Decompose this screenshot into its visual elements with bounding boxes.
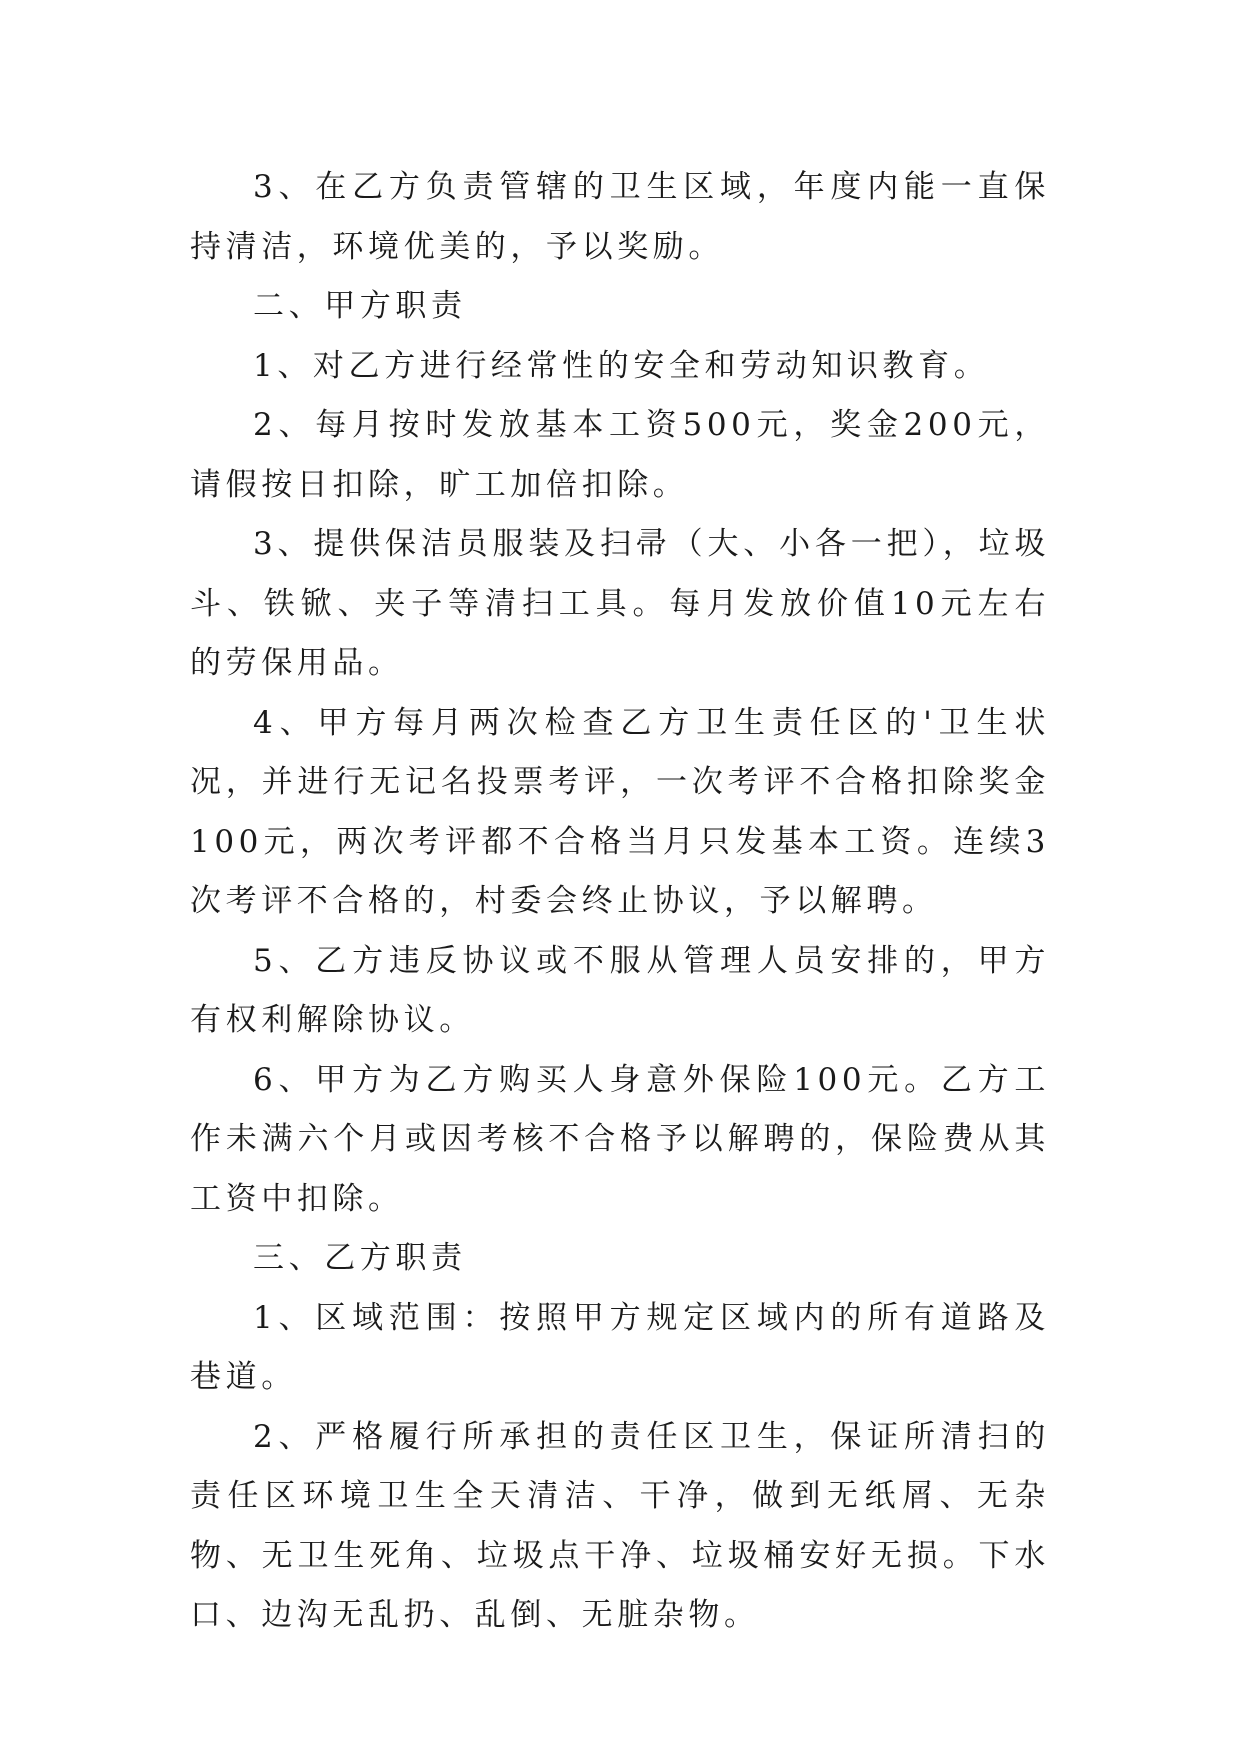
- paragraph-reward: 3、在乙方负责管辖的卫生区域，年度内能一直保持清洁，环境优美的，予以奖励。: [190, 169, 1050, 265]
- paragraph-a-6-insurance: 6、甲方为乙方购买人身意外保险100元。乙方工作未满六个月或因考核不合格予以解聘的，保险费从其工资中扣除。: [190, 1061, 1050, 1217]
- paragraph-a-5-termination: 5、乙方违反协议或不服从管理人员安排的，甲方有权利解除协议。: [190, 942, 1050, 1038]
- section-heading-party-b-duties: 三、乙方职责: [253, 1240, 467, 1276]
- paragraph-a-2-wages: 2、每月按时发放基本工资500元，奖金200元，请假按日扣除，旷工加倍扣除。: [190, 407, 1050, 503]
- paragraph-a-4-inspection: 4、甲方每月两次检查乙方卫生责任区的'卫生状况，并进行无记名投票考评，一次考评不合格扣除奖金100元，两次考评都不合格当月只发基本工资。连续3次考评不合格的，村委会终止协议，予以解聘。: [190, 704, 1050, 919]
- paragraph-a-1-education: 1、对乙方进行经常性的安全和劳动知识教育。: [253, 347, 990, 384]
- paragraph-b-2-responsibility: 2、严格履行所承担的责任区卫生，保证所清扫的责任区环境卫生全天清洁、干净，做到无纸屑、无杂物、无卫生死角、垃圾点干净、垃圾桶安好无损。下水口、边沟无乱扔、乱倒、无脏杂物。: [190, 1418, 1050, 1633]
- paragraph-a-3-equipment: 3、提供保洁员服装及扫帚（大、小各一把），垃圾斗、铁锨、夹子等清扫工具。每月发放价值10元左右的劳保用品。: [190, 526, 1050, 681]
- section-heading-party-a-duties: 二、甲方职责: [253, 288, 467, 324]
- document-body: [190, 158, 1050, 1646]
- paragraph-b-1-scope: 1、区域范围：按照甲方规定区域内的所有道路及巷道。: [190, 1299, 1050, 1395]
